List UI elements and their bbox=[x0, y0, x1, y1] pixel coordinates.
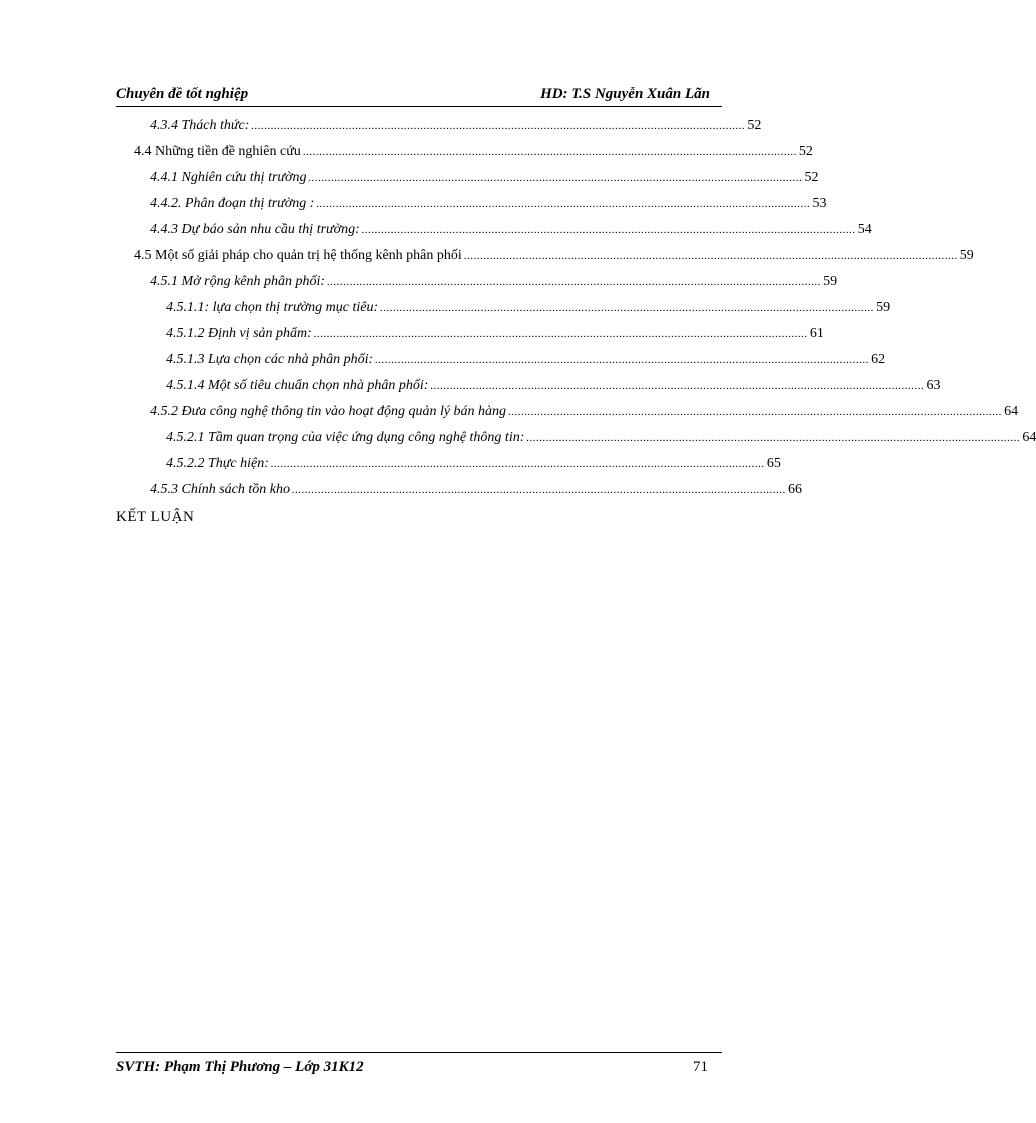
toc-entry-page: 59 bbox=[959, 248, 974, 263]
toc-entry-label: 4.5.2.1 Tầm quan trọng của việc ứng dụng công nghệ thông tin: bbox=[166, 430, 525, 445]
page-header bbox=[116, 84, 722, 107]
toc-entry[interactable] bbox=[150, 222, 872, 244]
toc-leader: ........................................................................................................................................................ bbox=[270, 458, 765, 470]
toc-entry[interactable] bbox=[150, 274, 838, 296]
toc-entry-label: 4.5.2.2 Thực hiện: bbox=[166, 456, 269, 471]
toc-entry-label: 4.5.1.2 Định vị sản phẩm: bbox=[166, 326, 312, 341]
toc-entry-page: 54 bbox=[857, 222, 872, 237]
toc-entry-page: 52 bbox=[804, 170, 819, 185]
toc-entry-page: 62 bbox=[871, 352, 886, 367]
toc-leader: ........................................................................................................................................................ bbox=[251, 120, 746, 132]
toc-entry[interactable] bbox=[150, 482, 802, 504]
toc-entry-label: 4.5.3 Chính sách tồn kho bbox=[150, 482, 290, 497]
footer-author: SVTH: Phạm Thị Phương – Lớp 31K12 bbox=[116, 1059, 364, 1075]
toc-entry-page: 59 bbox=[876, 300, 891, 315]
toc-leader: ........................................................................................................................................................ bbox=[361, 224, 856, 236]
header-title: Chuyên đề tốt nghiệp bbox=[116, 86, 249, 102]
toc-entry[interactable] bbox=[166, 326, 824, 348]
toc-entry-label: 4.5.2 Đưa công nghệ thông tin vào hoạt động quản lý bán hàng bbox=[150, 404, 507, 419]
toc-entry-page: 53 bbox=[812, 196, 827, 211]
toc-leader: ........................................................................................................................................................ bbox=[302, 146, 797, 158]
toc-leader: ........................................................................................................................................................ bbox=[430, 380, 925, 392]
page-footer bbox=[116, 1052, 722, 1077]
toc-entry-label: 4.4.1 Nghiên cứu thị trường bbox=[150, 170, 307, 185]
toc-entry[interactable] bbox=[166, 378, 941, 400]
toc-entry-page: 64 bbox=[1022, 430, 1036, 445]
toc-entry-page: 52 bbox=[747, 118, 762, 133]
toc-entry[interactable] bbox=[166, 352, 886, 374]
toc-entry-label: 4.5.1 Mở rộng kênh phân phối: bbox=[150, 274, 326, 289]
toc-leader: ........................................................................................................................................................ bbox=[292, 484, 786, 496]
toc-entry-label: 4.4.3 Dự báo sản nhu cầu thị trường: bbox=[150, 222, 360, 237]
toc-entry[interactable] bbox=[150, 118, 762, 140]
page-number: 71 bbox=[693, 1059, 708, 1075]
toc-entry[interactable] bbox=[166, 456, 781, 478]
toc-entry[interactable] bbox=[134, 248, 974, 270]
toc-entry-page: 59 bbox=[823, 274, 838, 289]
toc-leader: ........................................................................................................................................................ bbox=[508, 406, 1003, 418]
toc-entry-page: 66 bbox=[788, 482, 802, 497]
toc-entry-page: 63 bbox=[926, 378, 941, 393]
toc-entry[interactable] bbox=[166, 430, 1036, 452]
toc-leader: ........................................................................................................................................................ bbox=[316, 198, 811, 210]
toc-entry-page: 52 bbox=[798, 144, 813, 159]
toc-leader: ........................................................................................................................................................ bbox=[380, 302, 875, 314]
toc-leader: ........................................................................................................................................................ bbox=[375, 354, 870, 366]
conclusion-heading[interactable]: KẾT LUẬN bbox=[116, 509, 195, 525]
toc-leader: ........................................................................................................................................................ bbox=[327, 276, 822, 288]
toc-entry-label: 4.5 Một số giải pháp cho quản trị hệ thống kênh phân phối bbox=[134, 248, 462, 263]
toc-leader: ........................................................................................................................................................ bbox=[463, 250, 958, 262]
toc-entry-page: 61 bbox=[809, 326, 824, 341]
toc-entry-page: 64 bbox=[1004, 404, 1019, 419]
toc-entry[interactable] bbox=[150, 170, 819, 192]
toc-entry-label: 4.5.1.4 Một số tiêu chuẩn chọn nhà phân phối: bbox=[166, 378, 429, 393]
toc-entry[interactable] bbox=[150, 196, 827, 218]
toc-entry-page: 65 bbox=[766, 456, 781, 471]
toc-entry-label: 4.5.1.1: lựa chọn thị trường mục tiêu: bbox=[166, 300, 379, 315]
header-advisor: HD: T.S Nguyễn Xuân Lãn bbox=[540, 86, 710, 102]
toc-entry[interactable] bbox=[134, 144, 813, 166]
toc-entry-label: 4.5.1.3 Lựa chọn các nhà phân phối: bbox=[166, 352, 374, 367]
toc-entry[interactable] bbox=[150, 404, 1019, 426]
toc-leader: ........................................................................................................................................................ bbox=[526, 432, 1021, 444]
toc-entry-label: 4.3.4 Thách thức: bbox=[150, 118, 250, 133]
toc-entry[interactable] bbox=[166, 300, 891, 322]
toc-leader: ........................................................................................................................................................ bbox=[308, 172, 803, 184]
toc-leader: ........................................................................................................................................................ bbox=[313, 328, 808, 340]
toc-entry-label: 4.4 Những tiền đề nghiên cứu bbox=[134, 144, 301, 159]
toc-entry-label: 4.4.2. Phân đoạn thị trường : bbox=[150, 196, 315, 211]
